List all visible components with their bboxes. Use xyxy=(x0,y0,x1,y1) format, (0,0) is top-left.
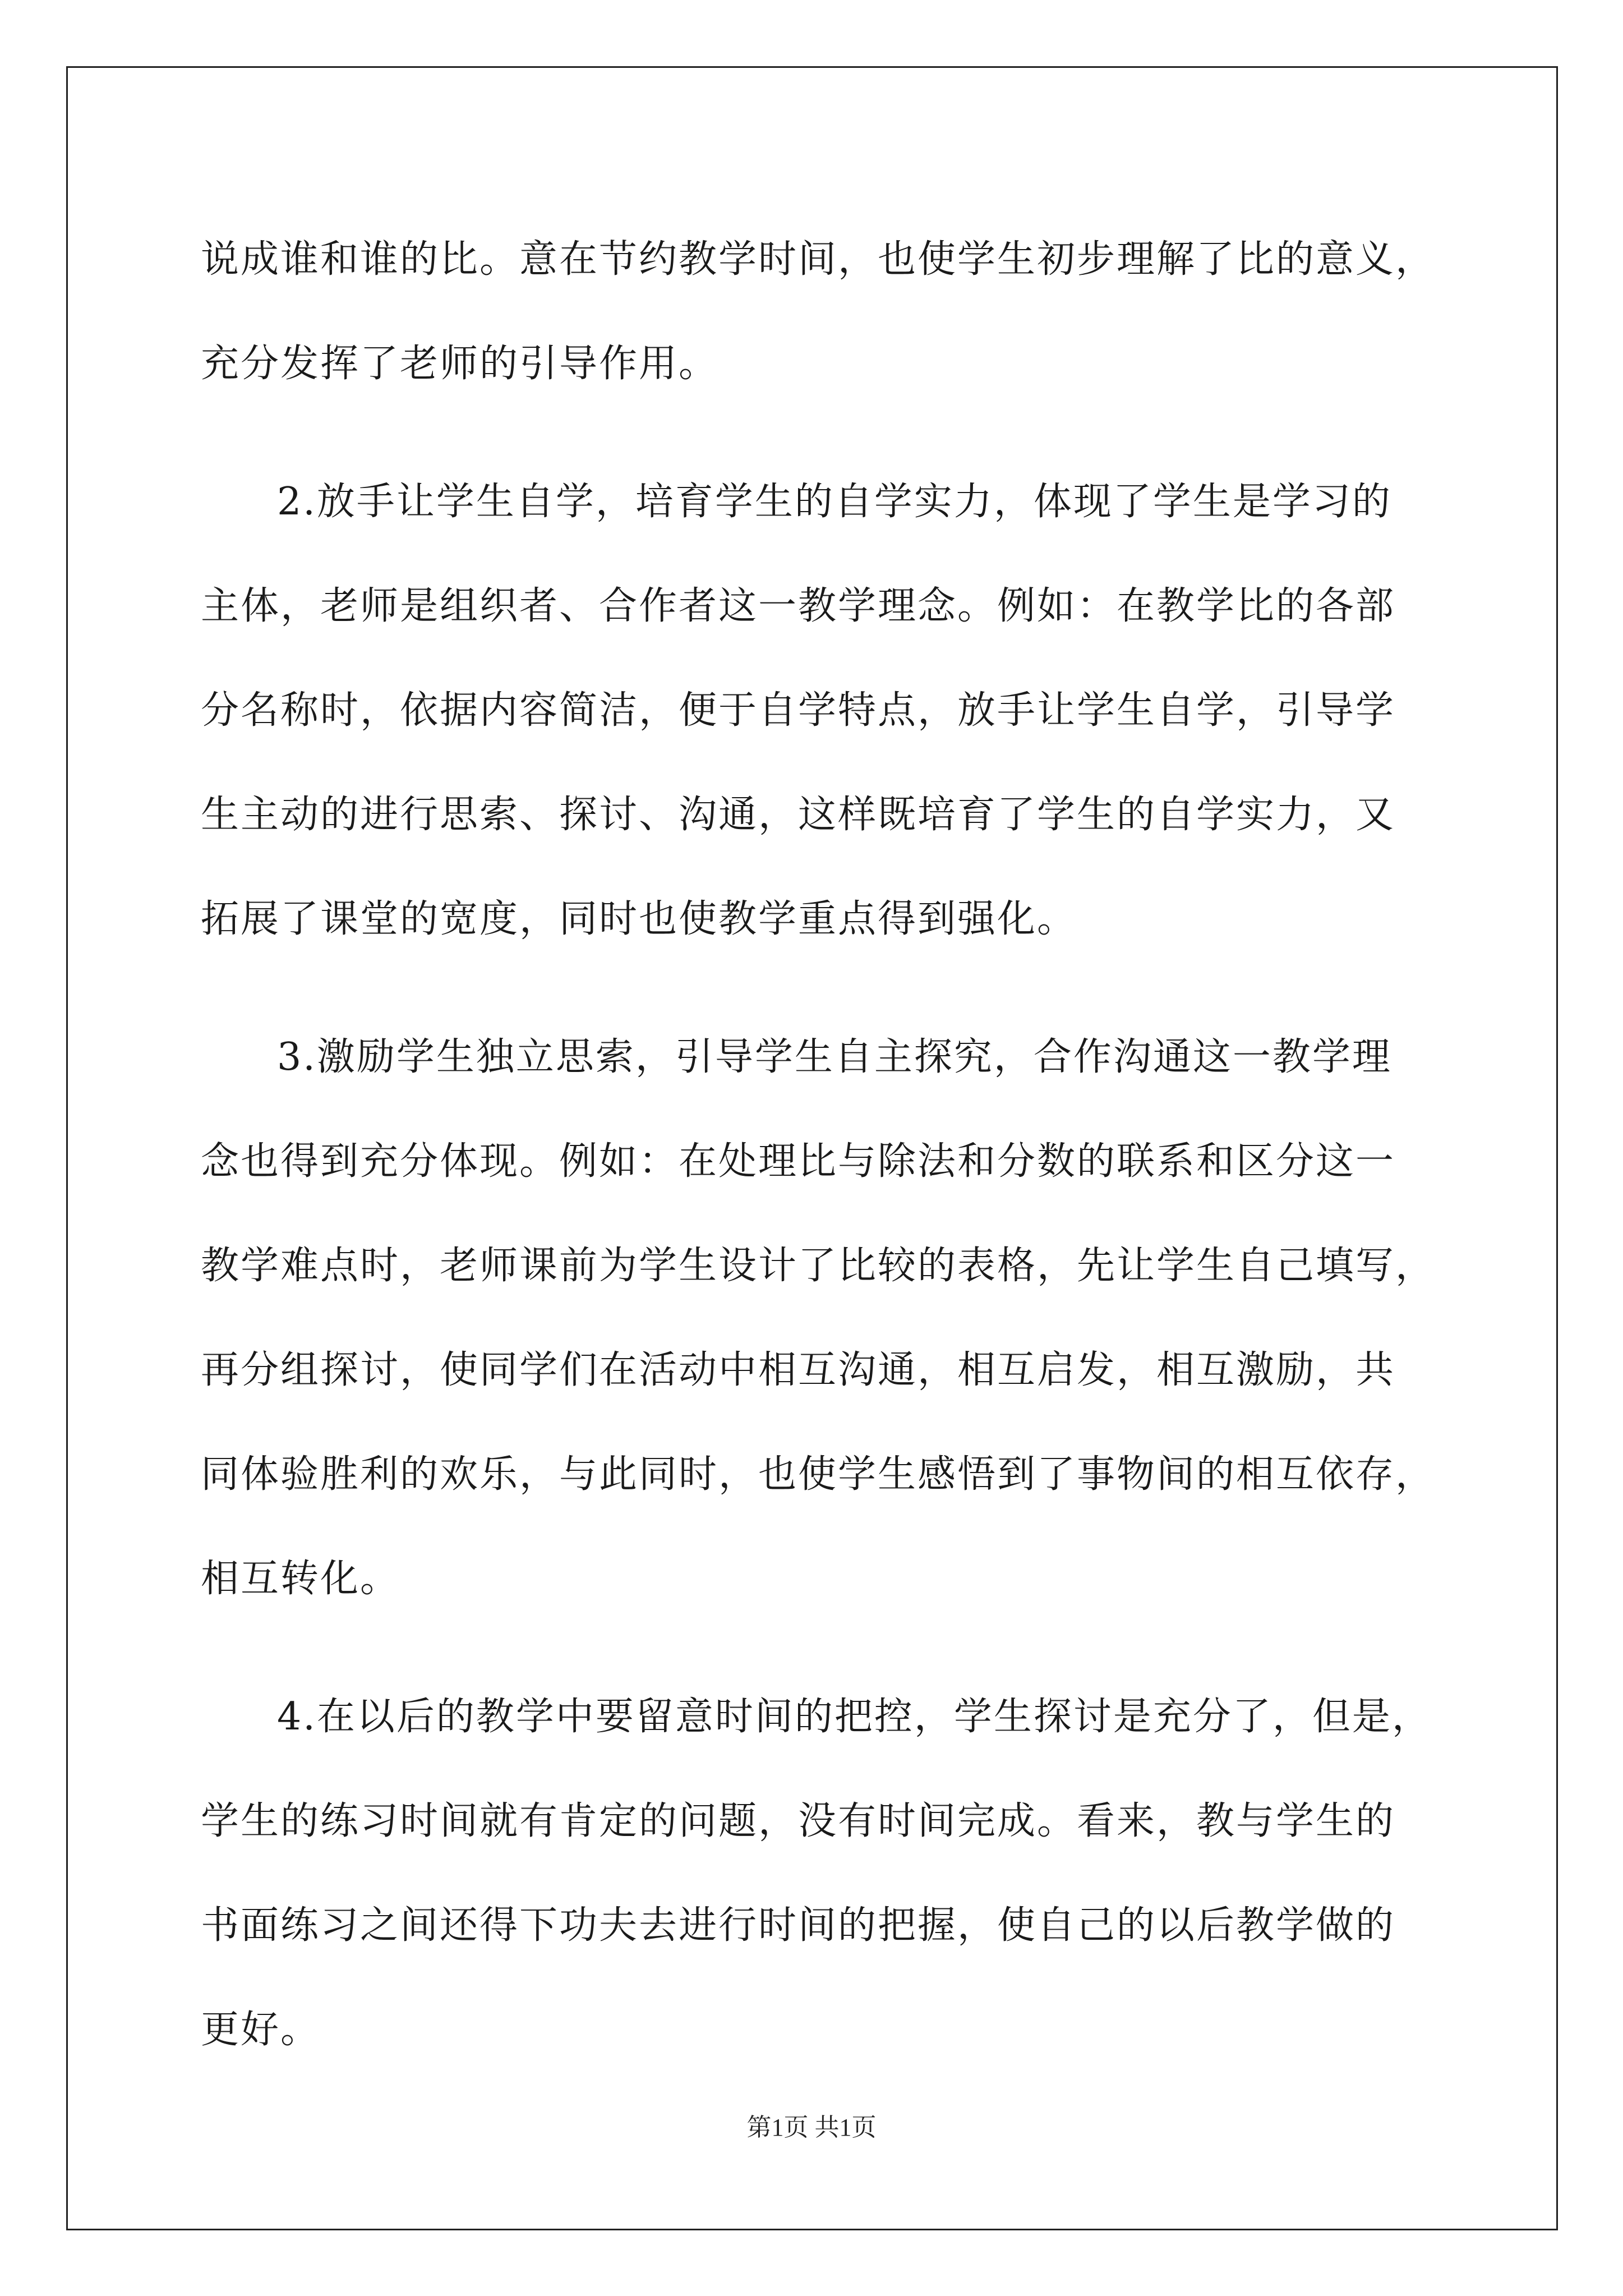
text-line: 再分组探讨，使同学们在活动中相互沟通，相互启发，相互激励，共 xyxy=(201,1348,1396,1392)
text-line: 相互转化。 xyxy=(201,1557,400,1601)
text-line: 说成谁和谁的比。意在节约教学时间，也使学生初步理解了比的意义， xyxy=(201,237,1436,282)
text-line: 更好。 xyxy=(201,2008,321,2052)
text-line: 生主动的进行思索、探讨、沟通，这样既培育了学生的自学实力，又 xyxy=(201,793,1396,837)
paragraph xyxy=(201,1665,1435,2082)
text-line: 拓展了课堂的宽度，同时也使教学重点得到强化。 xyxy=(201,897,1077,941)
text-line: 主体，老师是组织者、合作者这一教学理念。例如：在教学比的各部 xyxy=(201,584,1396,628)
text-line: 2.放手让学生自学，培育学生的自学实力，体现了学生是学习的 xyxy=(277,480,1392,524)
paragraph xyxy=(201,450,1435,972)
text-line: 教学难点时，老师课前为学生设计了比较的表格，先让学生自己填写， xyxy=(201,1244,1436,1288)
text-line: 充分发挥了老师的引导作用。 xyxy=(201,342,719,386)
text-line: 念也得到充分体现。例如：在处理比与除法和分数的联系和区分这一 xyxy=(201,1139,1396,1184)
text-line: 4.在以后的教学中要留意时间的把控，学生探讨是充分了，但是， xyxy=(277,1695,1432,1739)
paragraph xyxy=(201,208,1435,416)
document-body xyxy=(201,208,1435,2116)
text-line: 3.激励学生独立思索，引导学生自主探究，合作沟通这一教学理 xyxy=(277,1035,1392,1079)
text-line: 同体验胜利的欢乐，与此同时，也使学生感悟到了事物间的相互依存， xyxy=(201,1452,1436,1497)
paragraph xyxy=(201,1005,1435,1631)
page-number-footer: 第1页 共1页 xyxy=(746,2114,877,2141)
text-line: 书面练习之间还得下功夫去进行时间的把握，使自己的以后教学做的 xyxy=(201,1903,1396,1948)
text-line: 分名称时，依据内容简洁，便于自学特点，放手让学生自学，引导学 xyxy=(201,688,1396,733)
text-line: 学生的练习时间就有肯定的问题，没有时间完成。看来，教与学生的 xyxy=(201,1799,1396,1843)
